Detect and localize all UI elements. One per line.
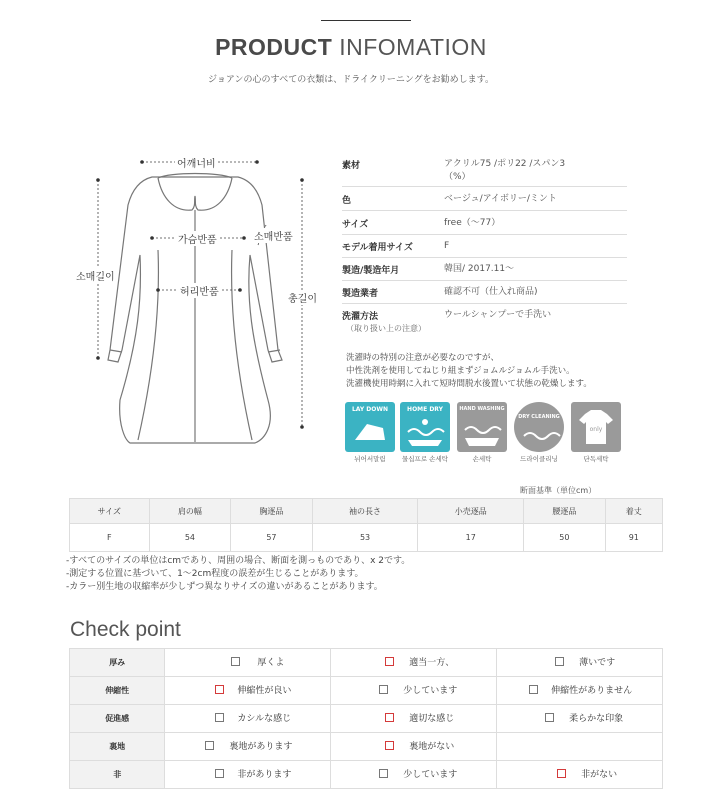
- checkbox: [555, 657, 564, 666]
- title-light: INFOMATION: [339, 34, 487, 60]
- checkbox-checked: [557, 769, 566, 778]
- size-header: 肩の幅: [149, 499, 231, 524]
- icon-caption: 뉘어서말림: [354, 455, 386, 463]
- checkbox: [231, 657, 240, 666]
- dry-cleaning-icon: DRY CLEANING: [514, 402, 564, 452]
- dress-diagram: [70, 150, 330, 450]
- care-line: 中性洗剤を使用してねじり組まずジョムルジョムル手洗い。: [346, 366, 575, 376]
- checkpoint-label: 促進感: [70, 705, 165, 733]
- checkpoint-option: 裏地があります: [165, 733, 331, 761]
- checkpoint-label: 裏地: [70, 733, 165, 761]
- table-row: [70, 649, 663, 677]
- checkbox: [529, 685, 538, 694]
- spec-row: [342, 158, 627, 187]
- checkpoint-option: 柔らかな印象: [497, 705, 663, 733]
- checkpoint-option: 伸縮性が良い: [165, 677, 331, 705]
- table-row: [70, 761, 663, 789]
- note-line: -すべてのサイズの単位はcmであり、周囲の場合、断面を測っものであり、x 2です。: [66, 556, 411, 566]
- spec-value: 確認不可（仕入れ商品): [444, 287, 538, 297]
- size-cell: 53: [312, 524, 418, 552]
- spec-key: 製造業者: [342, 289, 379, 299]
- checkpoint-option: 非があります: [165, 761, 331, 789]
- label-sleeve-width: 소매반품: [252, 228, 295, 243]
- label-total-length: 총길이: [286, 290, 319, 305]
- spec-key: モデル着用サイズ: [342, 243, 413, 253]
- checkbox-checked: [385, 713, 394, 722]
- size-header: 腰逐品: [524, 499, 606, 524]
- table-row: [70, 733, 663, 761]
- icon-caption: 드라이클리닝: [520, 455, 558, 463]
- spec-key: 素材: [342, 161, 361, 171]
- spec-value: ベージュ/アイボリー/ミント: [444, 194, 557, 204]
- size-header: サイズ: [70, 499, 150, 524]
- spec-value: F: [444, 241, 450, 251]
- checkpoint-option: 伸縮性がありません: [497, 677, 663, 705]
- note-line: -測定する位置に基づいて、1〜2cm程度の誤差が生じることがあります。: [66, 569, 364, 579]
- spec-key: 色: [342, 196, 352, 206]
- size-cell: F: [70, 524, 150, 552]
- table-row: [70, 677, 663, 705]
- spec-row: [342, 217, 627, 235]
- icon-caption: 손세탁: [472, 455, 492, 463]
- checkpoint-label: 伸縮性: [70, 677, 165, 705]
- checkpoint-title: Check point: [70, 618, 181, 641]
- page-subtitle: ジョアンの心のすべての衣類は、ドライクリーニングをお勧めします。: [208, 75, 494, 85]
- checkpoint-option: 非がない: [497, 761, 663, 789]
- only-icon: only: [571, 402, 621, 452]
- size-notes: [66, 555, 410, 594]
- size-header: 着丈: [605, 499, 662, 524]
- checkpoint-option: 薄いです: [497, 649, 663, 677]
- spec-row: [342, 193, 627, 211]
- header-rule: [321, 20, 411, 21]
- label-chest: 가슴반품: [176, 231, 219, 246]
- checkbox: [379, 685, 388, 694]
- checkpoint-label: 厚み: [70, 649, 165, 677]
- size-cell: 91: [605, 524, 662, 552]
- spec-value: 韓国/ 2017.11〜: [444, 264, 515, 274]
- spec-note: （取り扱い上の注意）: [346, 324, 426, 333]
- checkbox-checked: [385, 657, 394, 666]
- spec-value: ウールシャンプーで手洗い: [444, 310, 552, 320]
- spec-key: サイズ: [342, 220, 369, 230]
- spec-row: [342, 286, 627, 304]
- spec-key: 製造/製造年月: [342, 266, 400, 276]
- size-header-row: [70, 499, 663, 524]
- checkbox: [215, 713, 224, 722]
- spec-value: free（〜77）: [444, 218, 501, 228]
- size-cell: 57: [231, 524, 313, 552]
- checkbox: [215, 769, 224, 778]
- size-table: [69, 498, 663, 552]
- label-sleeve-length: 소매길이: [74, 268, 117, 283]
- label-waist: 허리반품: [178, 283, 221, 298]
- icon-caption: 단독세탁: [583, 455, 609, 463]
- care-instructions: [346, 352, 646, 391]
- lay-down-icon: LAY DOWN: [345, 402, 395, 452]
- home-dry-icon: HOME DRY: [400, 402, 450, 452]
- title-bold: PRODUCT: [215, 34, 333, 60]
- checkpoint-option: 厚くよ: [165, 649, 331, 677]
- checkpoint-option: 少しています: [331, 677, 497, 705]
- checkpoint-table: [69, 648, 663, 789]
- spec-row: [342, 263, 627, 281]
- checkpoint-label: 非: [70, 761, 165, 789]
- checkbox: [545, 713, 554, 722]
- checkpoint-option-empty: [497, 733, 663, 761]
- checkbox-checked: [215, 685, 224, 694]
- size-header: 胸逐品: [231, 499, 313, 524]
- checkpoint-option: 少しています: [331, 761, 497, 789]
- checkbox: [205, 741, 214, 750]
- hand-washing-icon: HAND WASHING: [457, 402, 507, 452]
- checkpoint-option: 裏地がない: [331, 733, 497, 761]
- spec-row: [342, 309, 627, 336]
- spec-key: 洗濯方法: [342, 312, 379, 322]
- size-unit-note: 断面基準（単位cm）: [520, 486, 597, 495]
- checkbox-checked: [385, 741, 394, 750]
- spec-value: アクリル75 /ポリ22 /スパン3 （%）: [444, 159, 566, 182]
- checkbox: [379, 769, 388, 778]
- size-header: 袖の長さ: [312, 499, 418, 524]
- checkpoint-option: 適切な感じ: [331, 705, 497, 733]
- checkpoint-option: 適当一方、: [331, 649, 497, 677]
- care-line: 洗濯時の特別の注意が必要なのですが、: [346, 353, 500, 363]
- size-header: 小売逐品: [418, 499, 524, 524]
- size-cell: 50: [524, 524, 606, 552]
- size-cell: 54: [149, 524, 231, 552]
- page-title: [0, 34, 702, 61]
- label-shoulder: 어깨너비: [175, 155, 218, 170]
- care-line: 洗濯機使用時網に入れて短時間脱水後置いて状態の乾燥します。: [346, 379, 592, 389]
- note-line: -カラー別生地の収縮率が少しずつ異なりサイズの違いがあることがあります。: [66, 582, 383, 592]
- table-row: [70, 705, 663, 733]
- icon-caption: 물십프로 손세탁: [401, 455, 449, 463]
- checkpoint-option: カシルな感じ: [165, 705, 331, 733]
- table-row: [70, 524, 663, 552]
- spec-row: [342, 240, 627, 258]
- size-cell: 17: [418, 524, 524, 552]
